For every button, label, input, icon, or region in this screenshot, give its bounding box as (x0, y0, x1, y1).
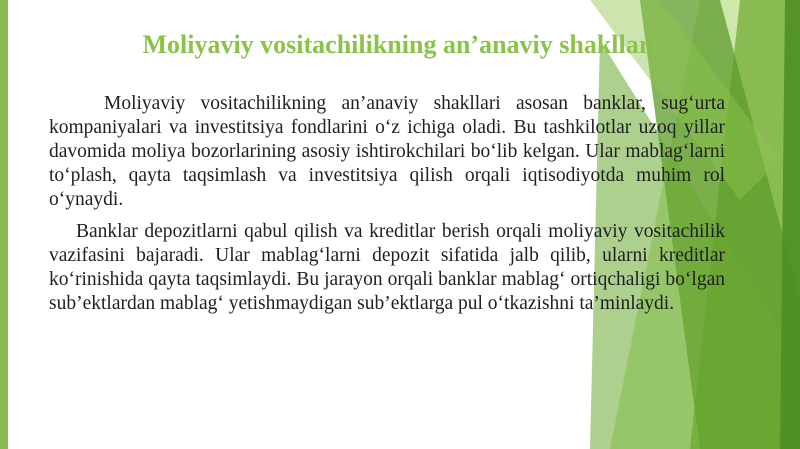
paragraph-2: Banklar depozitlarni qabul qilish va kreditlar berish orqali moliyaviy vositachilik vazifasini bajaradi. Ular mablag‘larni depozit sifatida jalb qilib, ularni kreditlar ko‘rinishida qayta taqsimlaydi. Bu jarayon orqali banklar mablag‘ ortiqchaligi bo‘lgan sub’ektlardan mablag‘ yetishmaydigan sub’ektlarga pul o‘tkazishni ta’minlaydi. (49, 221, 725, 314)
paragraph-1: Moliyaviy vositachilikning an’anaviy shakllari asosan banklar, sug‘urta kompaniyalari va investitsiya fondlarini o‘z ichiga oladi. Bu tashkilotlar uzoq yillar davomida moliya bozorlarining asosiy ishtirokchilari bo‘lib kelgan. Ular mablag‘larni to‘plash, qayta taqsimlash va investitsiya qilish orqali iqtisodiyotda muhim rol o‘ynaydi. (49, 93, 725, 210)
slide-title: Moliyaviy vositachilikning an’anaviy shakllari (142, 30, 658, 59)
left-edge-bar (0, 0, 8, 449)
slide-body (49, 92, 725, 316)
